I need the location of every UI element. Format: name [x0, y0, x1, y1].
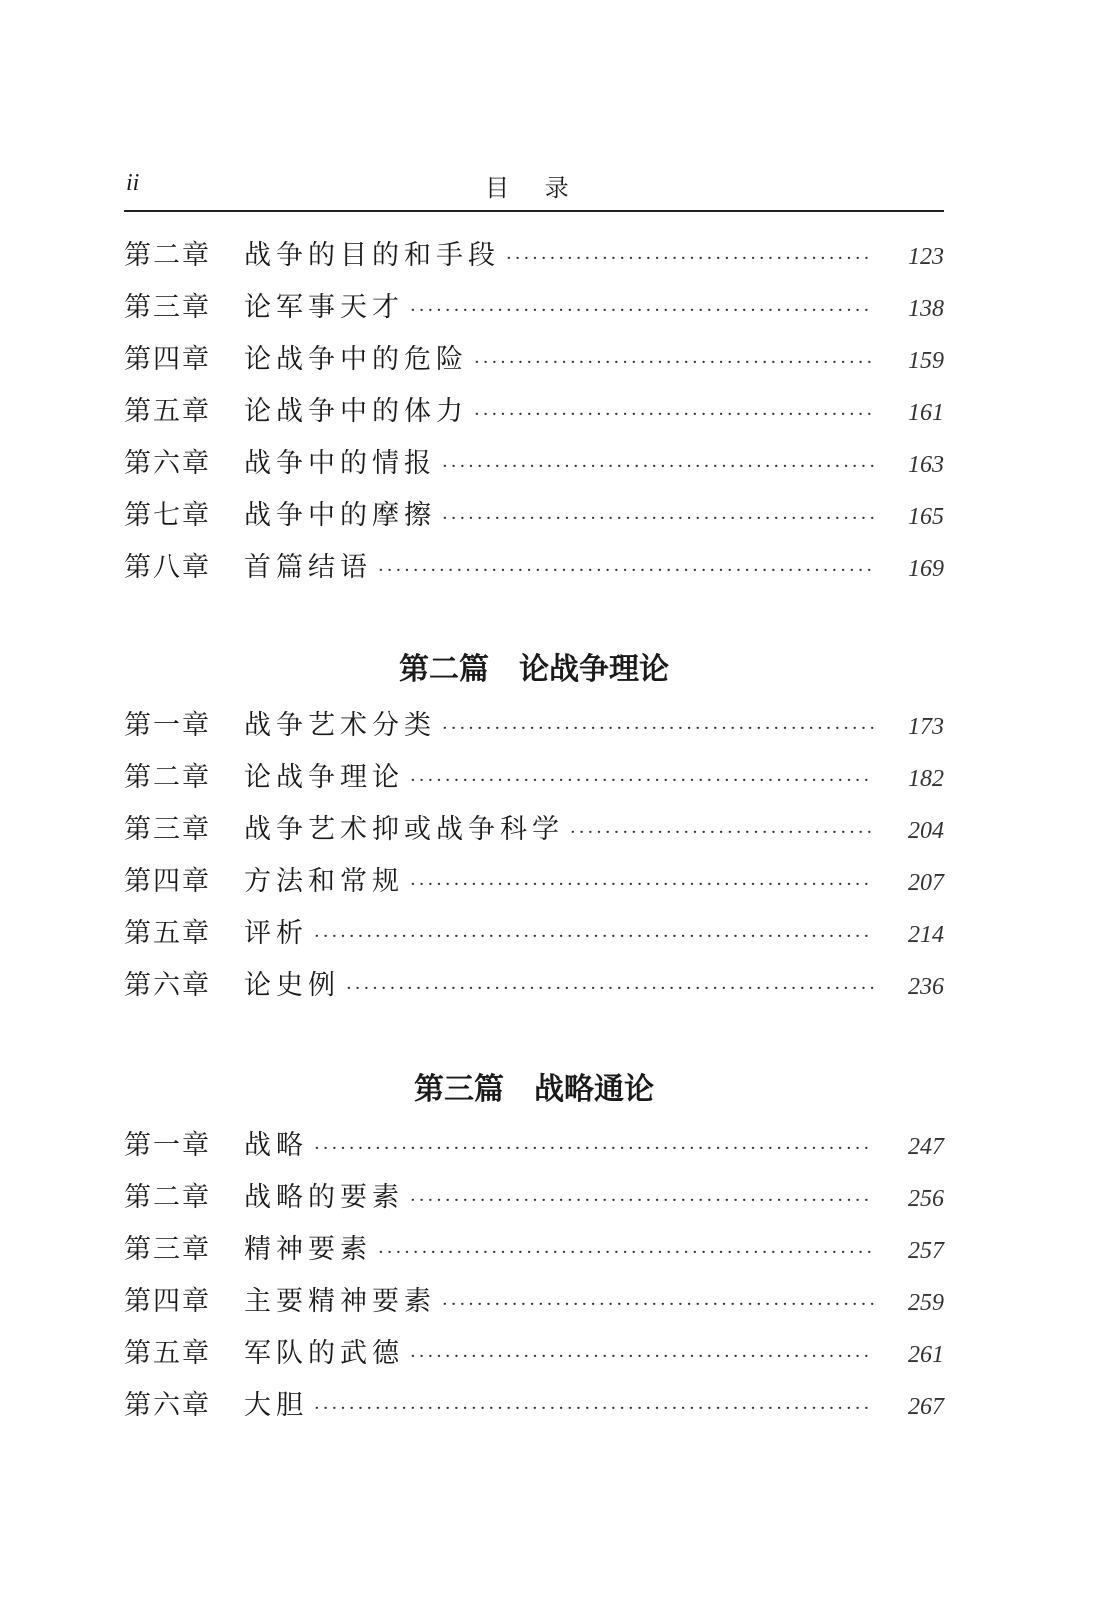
toc-entry: [124, 752, 944, 804]
page-number: 259: [908, 1290, 944, 1316]
chapter-title: 战争中的摩擦: [244, 500, 436, 531]
chapter-number: 第二章: [124, 762, 211, 793]
dot-leader: [410, 285, 874, 337]
dot-leader: [378, 1227, 874, 1279]
page-number: 173: [908, 714, 944, 740]
toc-entry: [124, 960, 944, 1012]
toc-entry: [124, 1224, 944, 1276]
page-number: 163: [908, 452, 944, 478]
toc-section-part-three: [124, 1060, 944, 1432]
toc-entry: [124, 1172, 944, 1224]
chapter-title: 主要精神要素: [244, 1286, 436, 1317]
toc-list: [124, 230, 944, 594]
chapter-number: 第七章: [124, 500, 211, 531]
toc-entry: [124, 282, 944, 334]
chapter-title: 论战争理论: [244, 762, 404, 793]
chapter-title: 精神要素: [244, 1234, 372, 1265]
page-number: 159: [908, 348, 944, 374]
chapter-number: 第一章: [124, 1130, 211, 1161]
toc-entry: [124, 700, 944, 752]
chapter-number: 第六章: [124, 448, 211, 479]
page-number: 123: [908, 244, 944, 270]
dot-leader: [474, 337, 874, 389]
toc-entry: [124, 856, 944, 908]
chapter-title: 首篇结语: [244, 552, 372, 583]
chapter-title: 战略: [244, 1130, 308, 1161]
dot-leader: [442, 441, 874, 493]
page-number: 182: [908, 766, 944, 792]
toc-entry: [124, 1380, 944, 1432]
dot-leader: [410, 1331, 874, 1383]
toc-list: [124, 1120, 944, 1432]
toc-entry: [124, 490, 944, 542]
page-number: 267: [908, 1394, 944, 1420]
chapter-number: 第五章: [124, 396, 211, 427]
chapter-title: 军队的武德: [244, 1338, 404, 1369]
chapter-title: 论战争中的体力: [244, 396, 468, 427]
chapter-number: 第三章: [124, 814, 211, 845]
dot-leader: [346, 963, 874, 1015]
toc-entry: [124, 804, 944, 856]
chapter-title: 评析: [244, 918, 308, 949]
toc-section-part-one: [124, 230, 944, 594]
dot-leader: [506, 233, 874, 285]
page-number: 261: [908, 1342, 944, 1368]
dot-leader: [410, 1175, 874, 1227]
dot-leader: [442, 703, 874, 755]
dot-leader: [442, 493, 874, 545]
chapter-number: 第四章: [124, 866, 211, 897]
dot-leader: [570, 807, 874, 859]
page-folio: ii: [126, 170, 140, 196]
chapter-title: 战争中的情报: [244, 448, 436, 479]
chapter-number: 第八章: [124, 552, 211, 583]
part-title: 第二篇 论战争理论: [399, 652, 669, 687]
chapter-title: 论史例: [244, 970, 340, 1001]
chapter-number: 第三章: [124, 1234, 211, 1265]
chapter-number: 第六章: [124, 1390, 211, 1421]
page-number: 169: [908, 556, 944, 582]
chapter-title: 战争艺术抑或战争科学: [244, 814, 564, 845]
chapter-title: 方法和常规: [244, 866, 404, 897]
dot-leader: [442, 1279, 874, 1331]
chapter-number: 第四章: [124, 344, 211, 375]
dot-leader: [378, 545, 874, 597]
chapter-number: 第六章: [124, 970, 211, 1001]
chapter-number: 第四章: [124, 1286, 211, 1317]
toc-entry: [124, 334, 944, 386]
toc-entry: [124, 438, 944, 490]
toc-entry: [124, 1328, 944, 1380]
page-number: 214: [908, 922, 944, 948]
part-title: 第三篇 战略通论: [414, 1072, 654, 1107]
chapter-number: 第二章: [124, 1182, 211, 1213]
page-number: 207: [908, 870, 944, 896]
running-title: 目 录: [485, 174, 583, 202]
chapter-title: 战略的要素: [244, 1182, 404, 1213]
dot-leader: [410, 859, 874, 911]
page-number: 256: [908, 1186, 944, 1212]
page-number: 138: [908, 296, 944, 322]
dot-leader: [314, 1123, 874, 1175]
toc-entry: [124, 542, 944, 594]
dot-leader: [410, 755, 874, 807]
page-number: 236: [908, 974, 944, 1000]
chapter-number: 第一章: [124, 710, 211, 741]
dot-leader: [314, 1383, 874, 1435]
toc-entry: [124, 230, 944, 282]
chapter-number: 第二章: [124, 240, 211, 271]
chapter-number: 第三章: [124, 292, 211, 323]
page-header: [124, 160, 944, 212]
dot-leader: [314, 911, 874, 963]
chapter-title: 大胆: [244, 1390, 308, 1421]
chapter-number: 第五章: [124, 1338, 211, 1369]
chapter-title: 战争艺术分类: [244, 710, 436, 741]
toc-section-part-two: [124, 640, 944, 1012]
chapter-title: 论战争中的危险: [244, 344, 468, 375]
toc-entry: [124, 908, 944, 960]
toc-entry: [124, 386, 944, 438]
page-number: 204: [908, 818, 944, 844]
chapter-title: 战争的目的和手段: [244, 240, 500, 271]
page-number: 161: [908, 400, 944, 426]
page-number: 257: [908, 1238, 944, 1264]
dot-leader: [474, 389, 874, 441]
page-number: 247: [908, 1134, 944, 1160]
toc-entry: [124, 1120, 944, 1172]
toc-entry: [124, 1276, 944, 1328]
page-number: 165: [908, 504, 944, 530]
chapter-number: 第五章: [124, 918, 211, 949]
chapter-title: 论军事天才: [244, 292, 404, 323]
toc-list: [124, 700, 944, 1012]
